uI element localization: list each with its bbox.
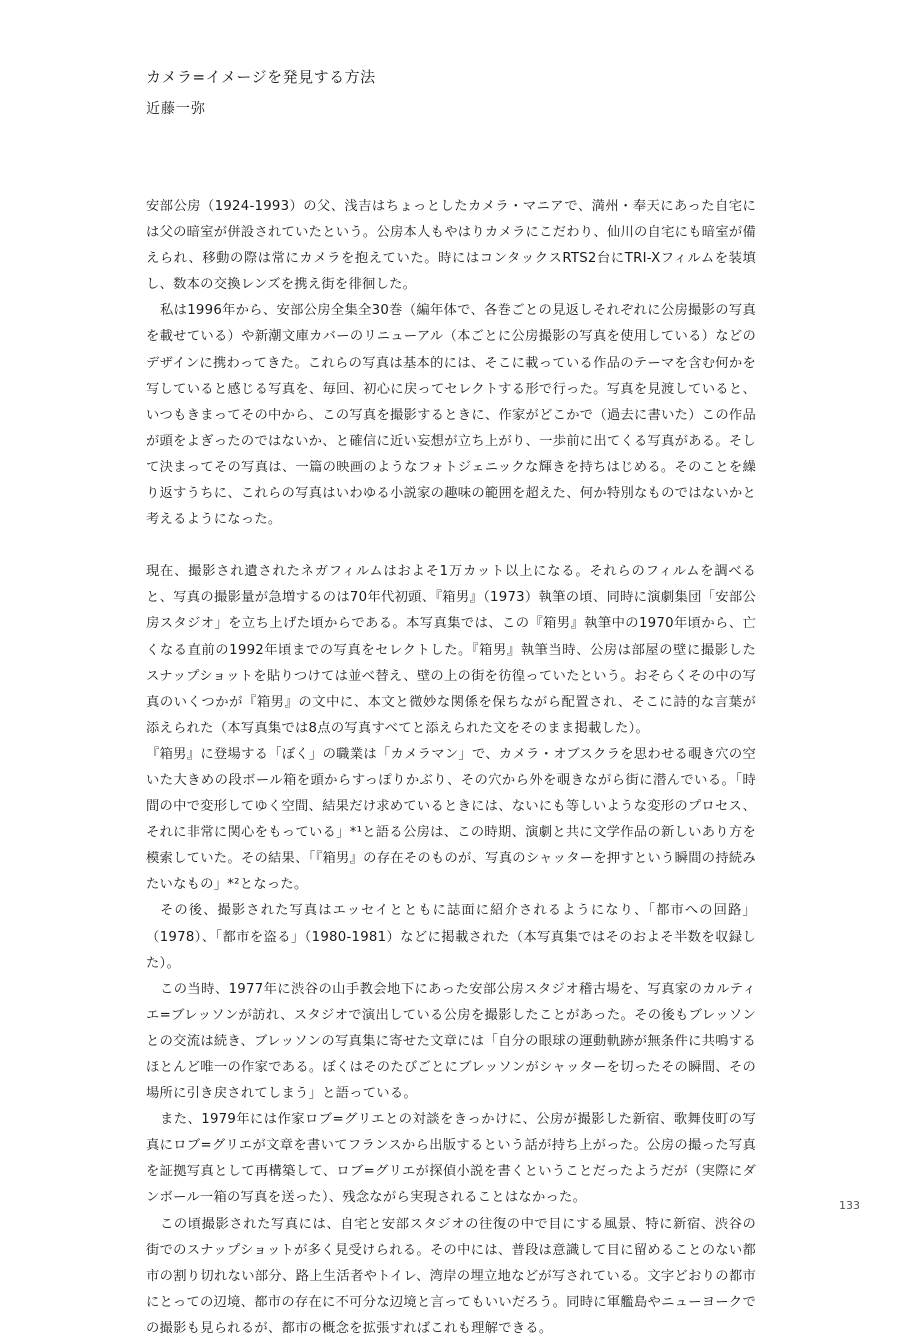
body-paragraph-7: また、1979年には作家ロブ=グリエとの対談をきっかけに、公房が撮影した新宿、歌舞伎町の写真にロブ=グリエが文章を書いてフランスから出版するという話が持ち上がった。公房の撮った写真を証拠写真として再構築して、ロブ=グリエが探偵小説を書くということだったようだが（実際にダンボール一箱の写真を送った）、残念ながら実現されることはなかった。 [146,1112,756,1206]
body-paragraph-3: 現在、撮影され遺されたネガフィルムはおよそ1万カット以上になる。それらのフィルムを調べると、写真の撮影量が急増するのは70年代初頭、『箱男』（1973）執筆の頃、同時に演劇集団「安部公房スタジオ」を立ち上げた頃からである。本写真集では、この『箱男』執筆中の1970年頃から、亡くなる直前の1992年頃までの写真をセレクトした。『箱男』執筆当時、公房は部屋の壁に撮影したスナップショットを貼りつけては並べ替え、壁の上の街を彷徨っていたという。おそらくその中の写真のいくつかが『箱男』の文中に、本文と微妙な関係を保ちながら配置され、そこに詩的な言葉が添えられた（本写真集では8点の写真すべてと添えられた文をそのまま掲載した）。 [146,564,756,736]
body-paragraph-1: 安部公房（1924-1993）の父、浅吉はちょっとしたカメラ・マニアで、満州・奉天にあった自宅には父の暗室が併設されていたという。公房本人もやはりカメラにこだわり、仙川の自宅にも暗室が備えられ、移動の際は常にカメラを抱えていた。時にはコンタックスRTS2台にTRI-Xフィルムを装填し、数本の交換レンズを携え街を徘徊した。 [146,199,756,293]
body-paragraph-6: この当時、1977年に渋谷の山手教会地下にあった安部公房スタジオ稽古場を、写真家のカルティエ=ブレッソンが訪れ、スタジオで演出している公房を撮影したことがあった。その後もブレッソンとの交流は続き、ブレッソンの写真集に寄せた文章には「自分の眼球の運動軌跡が無条件に共鳴するほとんど唯一の作家である。ぼくはそのたびごとにブレッソンがシャッターを切ったその瞬間、その場所に引き戻されてしまう」と語っている。 [146,981,756,1102]
body-paragraph-4: 『箱男』に登場する「ぼく」の職業は「カメラマン」で、カメラ・オブスクラを思わせる覗き穴の空いた大きめの段ボール箱を頭からすっぽりかぶり、その穴から外を覗きながら街に潜んでいる。「時間の中で変形してゆく空間、結果だけ求めているときには、ないにも等しいような変形のプロセス、それに非常に関心をもっている」*¹と語る公房は、この時期、演劇と共に文学作品の新しいあり方を模索していた。その結果、「『箱男』の存在そのものが、写真のシャッターを押すという瞬間の持続みたいなもの」*²となった。 [146,746,757,893]
body-paragraph-2: 私は1996年から、安部公房全集全30巻（編年体で、各巻ごとの見返しそれぞれに公房撮影の写真を載せている）や新潮文庫カバーのリニューアル（本ごとに公房撮影の写真を使用している）などのデザインに携わってきた。これらの写真は基本的には、そこに載っている作品のテーマを含む何かを写していると感じる写真を、毎回、初心に戻ってセレクトする形で行った。写真を見渡していると、いつもきまってその中から、この写真を撮影するときに、作家がどこかで（過去に書いた）この作品が頭をよぎったのではないか、と確信に近い妄想が立ち上がり、一歩前に出てくる写真がある。そして決まってその写真は、一篇の映画のようなフォトジェニックな輝きを持ちはじめる。そのことを繰り返すうちに、これらの写真はいわゆる小説家の趣味の範囲を超えた、何か特別なものではないかと考えるようになった。 [146,303,756,528]
body-paragraph-5: その後、撮影された写真はエッセイとともに誌面に紹介されるようになり、「都市への回路」（1978）、「都市を盗る」（1980-1981）などに掲載された（本写真集ではそのおよそ半数を収録した）。 [146,903,756,971]
article-title: カメラ=イメージを発見する方法 [146,68,376,86]
article-body [146,194,756,1342]
body-paragraph-8: この頃撮影された写真には、自宅と安部スタジオの往復の中で目にする風景、特に新宿、渋谷の街でのスナップショットが多く見受けられる。その中には、普段は意識して目に留めることのない都市の割り切れない部分、路上生活者やトイレ、湾岸の埋立地などが写されている。文字どおりの都市にとっての辺境、都市の存在に不可分な辺境と言ってもいいだろう。同時に軍艦島やニューヨークでの撮影も見られるが、都市の概念を拡張すればこれも理解できる。 [146,1216,756,1336]
author-name: 近藤一弥 [146,101,206,117]
page-number: 133 [839,1199,860,1212]
